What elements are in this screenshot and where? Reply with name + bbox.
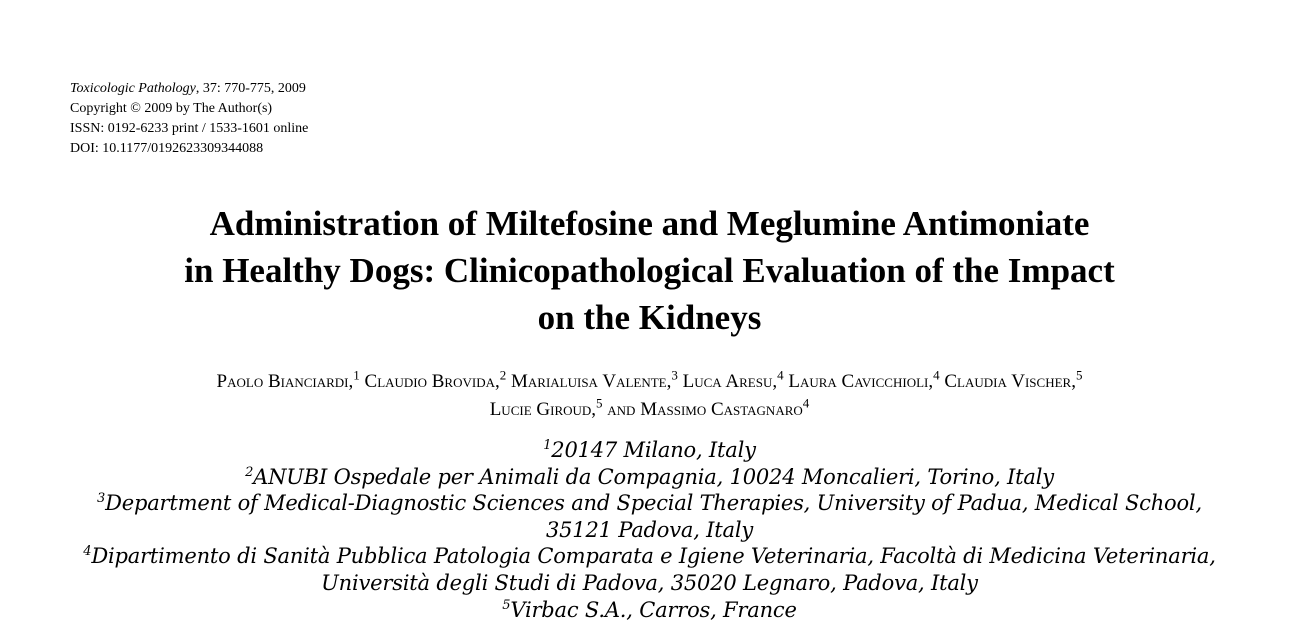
affiliation-text: Virbac S.A., Carros, France xyxy=(510,597,797,622)
affiliation-line xyxy=(0,597,1299,624)
affiliation-text: 35121 Padova, Italy xyxy=(545,517,754,542)
author-affiliation-mark: 1 xyxy=(353,367,360,383)
author-affiliation-mark: 5 xyxy=(1075,367,1083,383)
author-line xyxy=(0,396,1299,424)
author-affiliation-mark: 5 xyxy=(596,395,603,411)
affiliation-text: Università degli Studi di Padova, 35020 Legnaro, Padova, Italy xyxy=(321,570,978,595)
affiliation-mark: 3 xyxy=(97,491,106,507)
affiliation-line xyxy=(0,570,1299,597)
author-name: Claudio Brovida, xyxy=(364,371,500,392)
affiliation-line xyxy=(0,464,1299,491)
affiliation-line xyxy=(0,543,1299,570)
affiliation-mark: 5 xyxy=(502,597,511,613)
author-name: Claudia Vischer, xyxy=(944,371,1076,392)
affiliation-text: ANUBI Ospedale per Animali da Compagnia, 10024 Moncalieri, Torino, Italy xyxy=(253,464,1054,489)
affiliation-line xyxy=(0,490,1299,517)
affiliation-text: Department of Medical-Diagnostic Sciences and Special Therapies, University of Padua, Medical School, xyxy=(105,491,1202,516)
author-name: and Massimo Castagnaro xyxy=(607,399,803,420)
affiliation-mark: 4 xyxy=(83,544,92,560)
paper-title xyxy=(0,200,1299,341)
title-line: Administration of Miltefosine and Meglumine Antimoniate xyxy=(209,204,1090,243)
doi-line: DOI: 10.1177/0192623309344088 xyxy=(70,141,264,156)
author-name: Laura Cavicchioli, xyxy=(788,371,934,392)
author-affiliation-mark: 3 xyxy=(671,367,678,383)
title-line: on the Kidneys xyxy=(537,298,762,337)
affiliation-text: 20147 Milano, Italy xyxy=(551,438,756,462)
author-name: Lucie Giroud, xyxy=(489,399,597,420)
affiliation-mark: 1 xyxy=(543,438,552,453)
author-name: Paolo Bianciardi, xyxy=(216,371,354,392)
affiliation-list xyxy=(0,437,1299,623)
affiliation-line xyxy=(0,437,1299,464)
author-name: Luca Aresu, xyxy=(682,371,778,392)
citation-details: , 37: 770-775, 2009 xyxy=(195,81,306,96)
affiliation-text: Dipartimento di Sanità Pubblica Patologia Comparata e Igiene Veterinaria, Facoltà di Medicina Veterinaria, xyxy=(91,544,1216,569)
author-affiliation-mark: 4 xyxy=(802,395,810,411)
author-affiliation-mark: 2 xyxy=(499,367,507,383)
author-affiliation-mark: 4 xyxy=(933,367,940,383)
author-name: Marialuisa Valente, xyxy=(511,371,672,392)
journal-header xyxy=(70,79,308,159)
copyright-line: Copyright © 2009 by The Author(s) xyxy=(70,101,273,116)
title-line: in Healthy Dogs: Clinicopathological Evaluation of the Impact xyxy=(184,251,1115,290)
affiliation-line xyxy=(0,517,1299,544)
author-line xyxy=(0,368,1299,396)
issn-line: ISSN: 0192-6233 print / 1533-1601 online xyxy=(70,121,309,136)
affiliation-mark: 2 xyxy=(245,464,254,480)
journal-name: Toxicologic Pathology xyxy=(70,81,196,96)
citation-line xyxy=(70,79,308,99)
author-list xyxy=(0,368,1299,424)
author-affiliation-mark: 4 xyxy=(777,367,784,383)
